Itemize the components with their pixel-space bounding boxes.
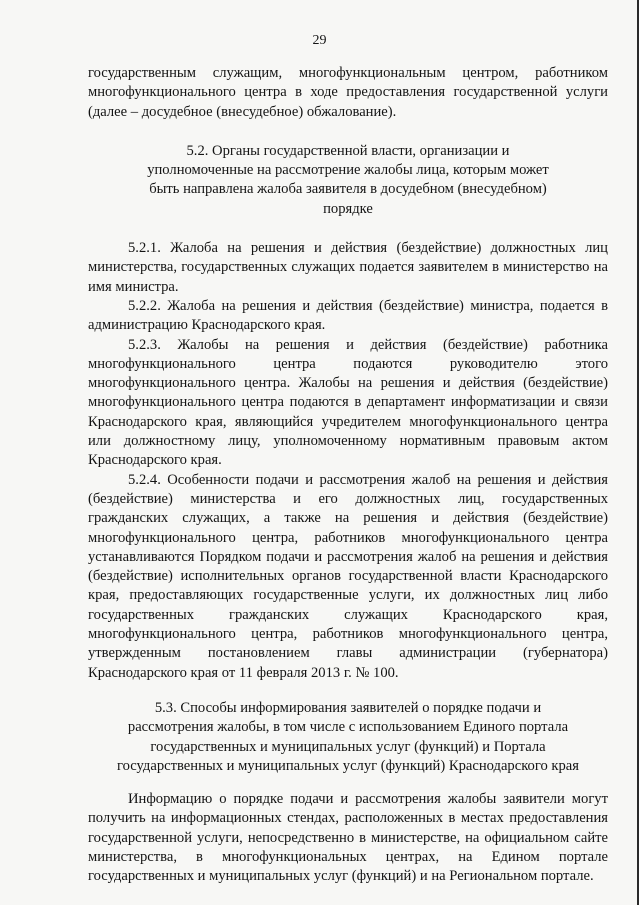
page-number: 29 (312, 33, 327, 48)
intro-paragraph: государственным служащим, многофункциональным центром, работником многофункционального центра в ходе предоставления государственной услуги (далее – досудебное (внесудебное) обжалование). (88, 65, 608, 120)
document-body (88, 64, 608, 887)
paragraph-5-2-3: 5.2.3. Жалобы на решения и действия (бездействие) работника многофункционального центра подаются руководителю этого многофункционального центра. Жалобы на решения и действия (бездействие) многофункционального центра подаются в департамент информатизации и связи Краснодарского края, являющийся учредителем многофункционального центра или должностному лицу, уполномоченному нормативным правовым актом Краснодарского края. (88, 336, 608, 469)
paragraph-5-2-2: 5.2.2. Жалоба на решения и действия (бездействие) министра, подается в администрацию Краснодарского края. (88, 297, 608, 334)
paragraph-5-3: Информацию о порядке подачи и рассмотрения жалобы заявители могут получить на информационных стендах, расположенных в местах предоставления государственной услуги, непосредственно в министерстве, на официальном сайте министерства, в многофункциональных центрах, на Едином портале государственных и муниципальных услуг (функций) и на Региональном портале. (88, 791, 608, 885)
paragraph-5-2-4: 5.2.4. Особенности подачи и рассмотрения жалоб на решения и действия (бездействие) министерства и его должностных лиц, государственных гражданских служащих, а также на решения и действия (бездействие) многофункционального центра, работников многофункционального центра устанавливаются Порядком подачи и рассмотрения жалоб на решения и действия (бездействие) исполнительных органов государственной власти Краснодарского края, предоставляющих государственные услуги, их должностных лиц либо государственных гражданских служащих Краснодарского края, многофункционального центра, работников многофункционального центра, утвержденным постановлением главы администрации (губернатора) Краснодарского края от 11 февраля 2013 г. № 100. (88, 471, 608, 681)
paragraph-5-2-1: 5.2.1. Жалоба на решения и действия (бездействие) должностных лиц министерства, государственных служащих подается заявителем в министерство на имя министра. (88, 240, 608, 295)
section-5-3-heading: 5.3. Способы информирования заявителей о порядке подачи и рассмотрения жалобы, в том числе с использованием Единого портала государственных и муниципальных услуг (функций) и Портала государственных и муниципальных услуг (функций) Краснодарского края (116, 699, 579, 774)
section-5-2-heading: 5.2. Органы государственной власти, организации и уполномоченные на рассмотрение жалобы лица, которым может быть направлена жалоба заявителя в досудебном (внесудебном) порядке (147, 142, 549, 217)
